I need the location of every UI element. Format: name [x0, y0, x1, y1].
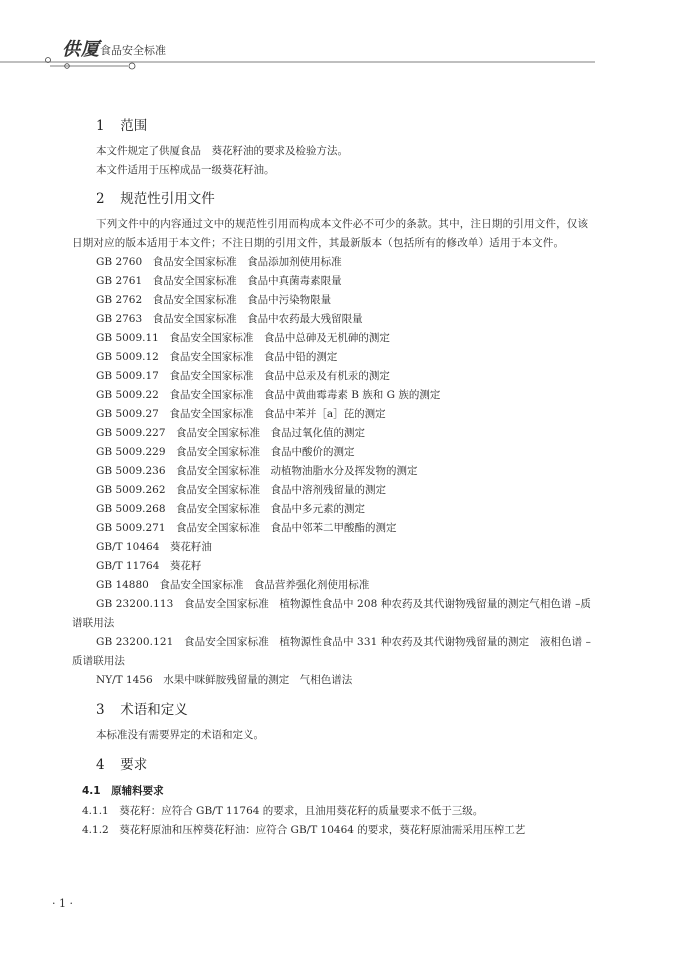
page-header [0, 0, 681, 90]
reference-item: GB 5009.12 食品安全国家标准 食品中铅的测定 [96, 351, 338, 363]
section-1-number: 1 [96, 118, 105, 134]
reference-item: GB 2763 食品安全国家标准 食品中农药最大残留限量 [96, 313, 363, 325]
reference-item: GB 2762 食品安全国家标准 食品中污染物限量 [96, 294, 332, 306]
reference-item-wrapped: GB 23200.121 食品安全国家标准 植物源性食品中 331 种农药及其代谢物残留量的测定 液相色谱 – 质谱联用法 [72, 636, 592, 667]
reference-item: GB 5009.227 食品安全国家标准 食品过氧化值的测定 [96, 427, 366, 439]
reference-list [72, 253, 596, 690]
section-1-title: 范围 [120, 118, 148, 134]
clause-4-1-1: 4.1.1 葵花籽：应符合 GB/T 11764 的要求，且油用葵花籽的质量要求不低于三级。 [82, 804, 484, 817]
section-3-heading [96, 700, 596, 720]
section-1-heading [96, 116, 596, 136]
section-1-paragraph-1: 本文件规定了供厦食品 葵花籽油的要求及检验方法。 [96, 145, 348, 157]
section-4-number: 4 [96, 756, 105, 773]
reference-item: GB 5009.271 食品安全国家标准 食品中邻苯二甲酸酯的测定 [96, 522, 397, 534]
section-1-paragraph-2: 本文件适用于压榨成品一级葵花籽油。 [96, 163, 275, 176]
reference-item: NY/T 1456 水果中咪鲜胺残留量的测定 气相色谱法 [96, 674, 353, 686]
page-number: · 1 · [52, 897, 73, 910]
header-subtitle: 食品安全标准 [100, 44, 166, 57]
reference-item: GB 2761 食品安全国家标准 食品中真菌毒素限量 [96, 275, 342, 287]
clause-4-1-2: 4.1.2 葵花籽原油和压榨葵花籽油：应符合 GB/T 10464 的要求，葵花籽原油需采用压榨工艺 [82, 823, 526, 836]
section-2-number: 2 [96, 191, 105, 207]
reference-item: GB 5009.236 食品安全国家标准 动植物油脂水分及挥发物的测定 [96, 465, 418, 477]
section-3-number: 3 [96, 702, 105, 718]
section-4-title: 要求 [120, 756, 148, 773]
section-3-paragraph: 本标准没有需要界定的术语和定义。 [96, 729, 264, 741]
reference-item: GB 14880 食品安全国家标准 食品营养强化剂使用标准 [96, 579, 370, 591]
header-brand: 供厦 [62, 39, 100, 60]
reference-item: GB 5009.27 食品安全国家标准 食品中苯并［a］芘的测定 [96, 408, 386, 420]
reference-item: GB 5009.229 食品安全国家标准 食品中酸价的测定 [96, 446, 355, 458]
section-2-title: 规范性引用文件 [120, 191, 215, 207]
reference-item: GB 5009.11 食品安全国家标准 食品中总砷及无机砷的测定 [96, 332, 390, 344]
reference-item-wrapped: GB 23200.113 食品安全国家标准 植物源性食品中 208 种农药及其代谢物残留量的测定气相色谱 –质谱联用法 [72, 598, 592, 629]
reference-item: GB 5009.17 食品安全国家标准 食品中总汞及有机汞的测定 [96, 370, 390, 382]
section-2-heading [96, 189, 596, 209]
reference-item: GB/T 11764 葵花籽 [96, 560, 202, 572]
reference-item: GB 5009.268 食品安全国家标准 食品中多元素的测定 [96, 503, 366, 515]
subsection-4-1-heading: 4.1 原辅料要求 [82, 784, 164, 797]
section-4-heading [96, 755, 596, 775]
reference-item: GB 2760 食品安全国家标准 食品添加剂使用标准 [96, 256, 342, 268]
reference-item: GB 5009.22 食品安全国家标准 食品中黄曲霉毒素 B 族和 G 族的测定 [96, 389, 441, 401]
reference-item: GB 5009.262 食品安全国家标准 食品中溶剂残留量的测定 [96, 484, 387, 496]
reference-item: GB/T 10464 葵花籽油 [96, 541, 212, 553]
section-2-intro: 下列文件中的内容通过文中的规范性引用而构成本文件必不可少的条款。其中，注日期的引用文件，仅该日期对应的版本适用于本文件；不注日期的引用文件，其最新版本（包括所有的修改单）适用于本文件。 [72, 218, 589, 249]
section-3-title: 术语和定义 [120, 702, 188, 718]
document-body [72, 108, 596, 840]
